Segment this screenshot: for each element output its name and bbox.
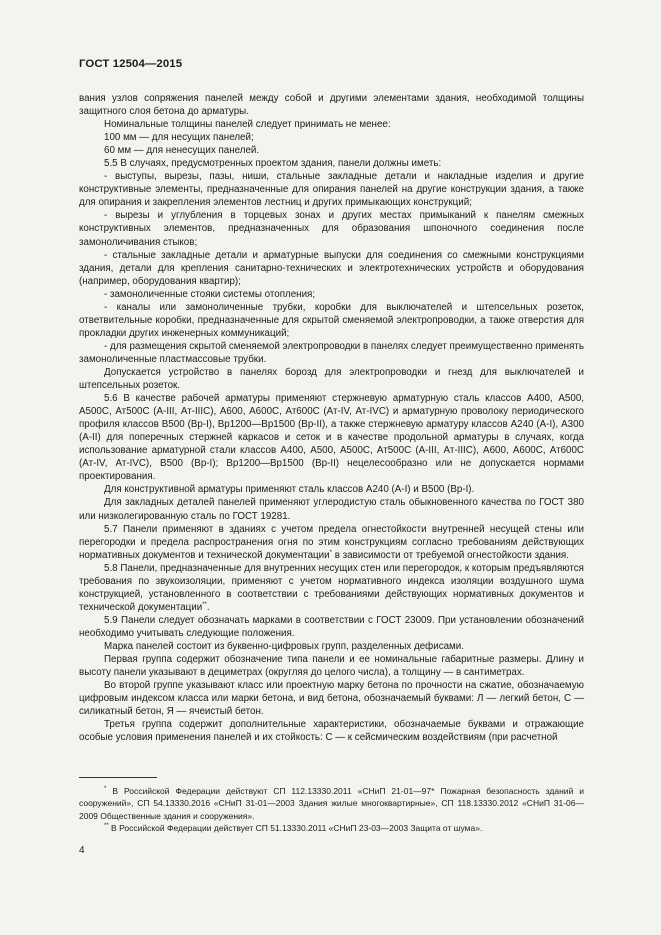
paragraph	[79, 483, 584, 496]
paragraph	[79, 301, 584, 340]
footnote-mark: *	[104, 786, 107, 792]
footnote	[79, 822, 584, 834]
paragraph-text: Для закладных деталей панелей применяют углеродистую сталь обыкновенного качества по ГОСТ 380 или низколегированную сталь по ГОСТ 19281.	[79, 497, 584, 522]
document-header: ГОСТ 12504—2015	[79, 58, 183, 70]
paragraph	[79, 392, 584, 483]
paragraph	[79, 366, 584, 392]
paragraph-text: Первая группа содержит обозначение типа панели и ее номинальные габаритные размеры. Длину и высоту панели указывают в дециметрах (округляя до целого числа), а толщину — в сантиметрах.	[79, 654, 584, 679]
footnote-divider	[79, 777, 157, 778]
paragraph-text: 5.7 Панели применяют в зданиях с учетом предела огнестойкости внутренней несущей стены или перегородки и предела распространения огня по этим конструкциям согласно требованиям действующих нормативных документов и технической документации	[79, 523, 584, 561]
paragraph-text: вания узлов сопряжения панелей между собой и другими элементами здания, необходимой толщины защитного слоя бетона до арматуры.	[79, 93, 584, 118]
paragraph	[79, 92, 584, 118]
footnote	[79, 785, 584, 822]
paragraph	[79, 144, 584, 157]
footnote-marker: *	[329, 549, 332, 556]
body-text	[79, 92, 584, 744]
footnote-text: В Российской Федерации действуют СП 112.13330.2011 «СНиП 21-01—97* Пожарная безопасность зданий и сооружений», СП 54.13330.2016 «СНиП 31-01—2003 Здания жилые многоквартирные», СП 118.13330.2012 «СНиП 31-06—2009 Общественные здания и сооружения».	[79, 786, 584, 821]
paragraph-text: Марка панелей состоит из буквенно-цифровых групп, разделенных дефисами.	[104, 640, 464, 652]
paragraph-text: Третья группа содержит дополнительные характеристики, обозначаемые буквами и отражающие особые условия применения панелей и их стойкость: С — к сейсмическим воздействиям (при расчетной	[79, 719, 584, 744]
paragraph	[79, 640, 584, 653]
paragraph-text: 5.6 В качестве рабочей арматуры применяют стержневую арматурную сталь классов А400, А500, А500С, Ат500С (А-III, Ат-IIIС), А600, А600С, Ат600С (Ат-IV, Ат-IVС) и арматурную проволоку периодического профиля классов В500 (Вр-I), Вр1200—Вр1500 (Вр-II), а также стержневую арматуру классов А240 (А-I), А300 (А-II) для поперечных стержней каркасов и сеток и в качестве продольной арматуры в случаях, когда использование арматурной стали классов А400, А500, А500С, Ат500С (А-III, Ат-IIIС), А600, А600С, Ат600С (Ат-IV, Ат-IVС), В500 (Вр-I); Вр1200—Вр1500 (Вр-II) нецелесообразно или не допускается нормами проектирования.	[79, 393, 584, 483]
paragraph-text: - стальные закладные детали и арматурные выпуски для соединения со смежными конструкциями здания, детали для крепления санитарно-технических и электротехнических устройств и оборудования (например, оборудования квартир);	[79, 249, 584, 287]
paragraph-text: Допускается устройство в панелях борозд для электропроводки и гнезд для выключателей и штепсельных розеток.	[79, 366, 584, 392]
page-number: 4	[79, 845, 85, 856]
paragraph	[79, 288, 584, 301]
paragraph-text: 100 мм — для несущих панелей;	[104, 132, 254, 144]
footnotes	[79, 785, 584, 835]
paragraph	[79, 131, 584, 144]
paragraph	[79, 614, 584, 640]
paragraph	[79, 653, 584, 679]
paragraph	[79, 209, 584, 248]
paragraph	[79, 496, 584, 522]
footnote-marker: **	[202, 601, 207, 608]
paragraph	[79, 679, 584, 718]
paragraph	[79, 249, 584, 288]
paragraph-text: - вырезы и углубления в торцевых зонах и других местах примыканий к панелям смежных конструктивных элементов, предназначенных для образования шпоночного соединения после замоноличивания стыков;	[79, 210, 584, 248]
paragraph	[79, 718, 584, 744]
paragraph-text: 5.5 В случаях, предусмотренных проектом здания, панели должны иметь:	[104, 158, 442, 170]
paragraph	[79, 562, 584, 614]
paragraph-text: Для конструктивной арматуры применяют сталь классов А240 (А-I) и В500 (Вр-I).	[104, 484, 475, 496]
footnote-text: В Российской Федерации действует СП 51.13330.2011 «СНиП 23-03—2003 Защита от шума».	[108, 823, 483, 834]
paragraph-text: 5.8 Панели, предназначенные для внутренних несущих стен или перегородок, к которым предъявляются требования по звукоизоляции, применяют с учетом нормативного индекса изоляции воздушного шума конструкцией, установленного в соответствии с требованиями действующих нормативных документов и технической документации	[79, 562, 584, 613]
paragraph-text: - для размещения скрытой сменяемой электропроводки в панелях следует преимущественно применять замоноличенные пластмассовые трубки.	[79, 340, 584, 365]
paragraph	[79, 523, 584, 562]
paragraph-text: 60 мм — для ненесущих панелей.	[104, 145, 260, 157]
paragraph-text: - каналы или замоноличенные трубки, коробки для выключателей и штепсельных розеток, ответвительные коробки, предназначенные для скрытой сменяемой электропроводки, а также отверстия для прокладки других инженерных коммуникаций;	[79, 301, 584, 339]
paragraph-text: - замоноличенные стояки системы отопления;	[104, 288, 316, 300]
footnote-mark: **	[104, 823, 109, 830]
paragraph	[79, 157, 584, 170]
paragraph	[79, 340, 584, 366]
paragraph	[79, 118, 584, 131]
paragraph-text: Во второй группе указывают класс или проектную марку бетона по прочности на сжатие, обозначаемую цифровым индексом класса или марки бетона, и вид бетона, обозначаемый буквами: Л — легкий бетон, С — силикатный бетон, Я — ячеистый бетон.	[79, 680, 584, 718]
paragraph-text: Номинальные толщины панелей следует принимать не менее:	[104, 119, 391, 131]
paragraph-tail: .	[206, 601, 210, 613]
paragraph-text: - выступы, вырезы, пазы, ниши, стальные закладные детали и накладные изделия и другие конструктивные элементы, предназначенные для опирания панелей на другие конструкции здания, а также для опирания и закрепления элементов лестниц и других примыкающих конструкций;	[79, 171, 584, 209]
paragraph-text: 5.9 Панели следует обозначать марками в соответствии с ГОСТ 23009. При установлении обозначений необходимо учитывать следующие положения.	[79, 614, 584, 639]
paragraph	[79, 170, 584, 209]
paragraph-tail: в зависимости от требуемой огнестойкости здания.	[331, 549, 569, 561]
